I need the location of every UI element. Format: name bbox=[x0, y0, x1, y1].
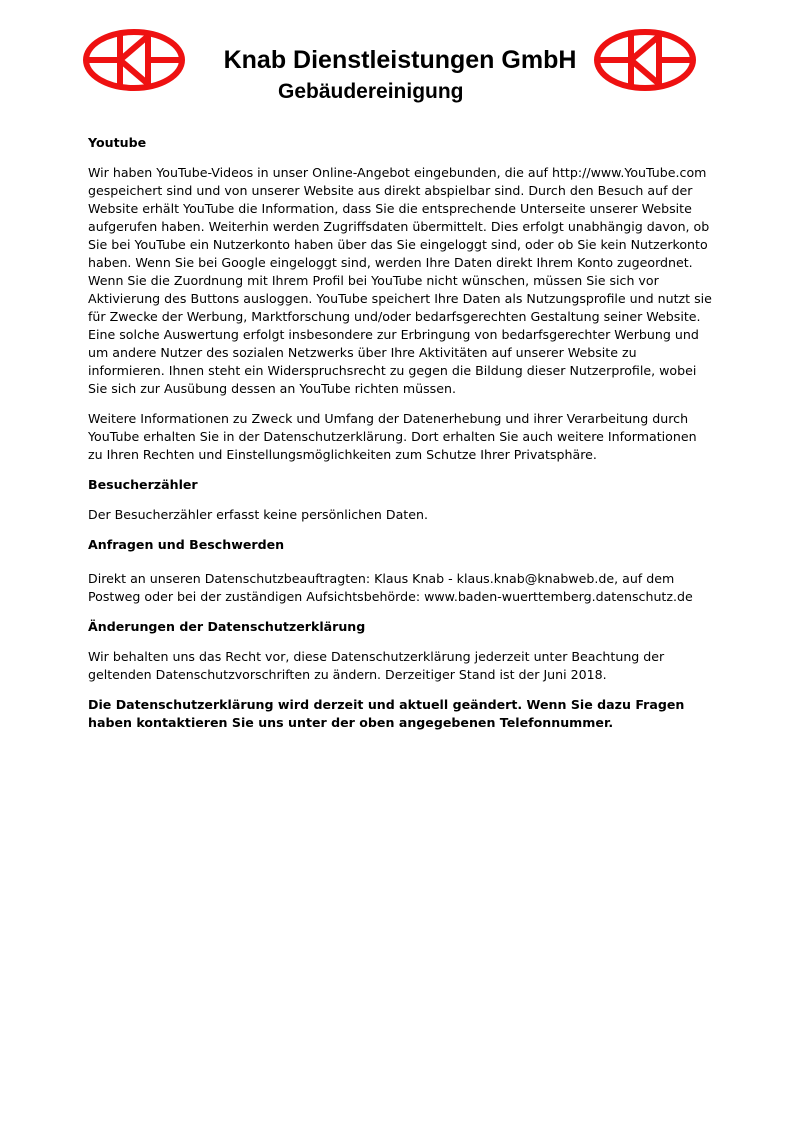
heading-anfragen: Anfragen und Beschwerden bbox=[88, 537, 285, 552]
company-subtitle: Gebäudereinigung bbox=[278, 80, 464, 103]
paragraph-besucherzaehler: Der Besucherzähler erfasst keine persönlichen Daten. bbox=[88, 507, 428, 522]
notice-paragraph: Die Datenschutzerklärung wird derzeit und aktuell geändert. Wenn Sie dazu Fragen haben kontaktieren Sie uns unter der oben angegebenen Telefonnummer. bbox=[88, 697, 685, 730]
heading-besucherzaehler: Besucherzähler bbox=[88, 477, 198, 492]
paragraph-youtube-2: Weitere Informationen zu Zweck und Umfang der Datenerhebung und ihrer Verarbeitung durch YouTube erhalten Sie in der Datenschutzerklärung. Dort erhalten Sie auch weitere Informationen zu Ihren Rechten und Einstellungsmöglichkeiten zum Schutze Ihrer Privatsphäre. bbox=[88, 411, 697, 462]
heading-aenderungen: Änderungen der Datenschutzerklärung bbox=[88, 619, 366, 634]
paragraph-aenderungen: Wir behalten uns das Recht vor, diese Datenschutzerklärung jederzeit unter Beachtung der geltenden Datenschutzvorschriften zu ändern. Derzeitiger Stand ist der Juni 2018. bbox=[88, 649, 665, 682]
paragraph-youtube-1: Wir haben YouTube-Videos in unser Online-Angebot eingebunden, die auf http://www.YouTube.com gespeichert sind und von unserer Website aus direkt abspielbar sind. Durch den Besuch auf der Website erhält YouTube die Information, dass Sie die entsprechende Unterseite unserer Website aufgerufen haben. Weiterhin werden Zugriffsdaten übermittelt. Dies erfolgt unabhängig davon, ob Sie bei YouTube ein Nutzerkonto haben über das Sie eingeloggt sind, oder ob Sie kein Nutzerkonto haben. Wenn Sie bei Google eingeloggt sind, werden Ihre Daten direkt Ihrem Konto zugeordnet. Wenn Sie die Zuordnung mit Ihrem Profil bei YouTube nicht wünschen, müssen Sie sich vor Aktivierung des Buttons ausloggen. YouTube speichert Ihre Daten als Nutzungsprofile und nutzt sie für Zwecke der Werbung, Marktforschung und/oder bedarfsgerechten Gestaltung seiner Website. Eine solche Auswertung erfolgt insbesondere zur Erbringung von bedarfsgerechter Werbung und um andere Nutzer des sozialen Netzwerks über Ihre Aktivitäten auf unserer Website zu informieren. Ihnen steht ein Widerspruchsrecht zu gegen die Bildung dieser Nutzerprofile, wobei Sie sich zur Ausübung dessen an YouTube richten müssen. bbox=[88, 165, 712, 396]
heading-youtube: Youtube bbox=[88, 135, 147, 150]
company-logo-right bbox=[593, 28, 697, 92]
document-body bbox=[88, 134, 713, 744]
paragraph-anfragen: Direkt an unseren Datenschutzbeauftragten: Klaus Knab - klaus.knab@knabweb.de, auf dem Postweg oder bei der zuständigen Aufsichtsbehörde: www.baden-wuerttemberg.datenschutz.de bbox=[88, 571, 693, 604]
company-name: Knab Dienstleistungen GmbH bbox=[223, 46, 577, 74]
